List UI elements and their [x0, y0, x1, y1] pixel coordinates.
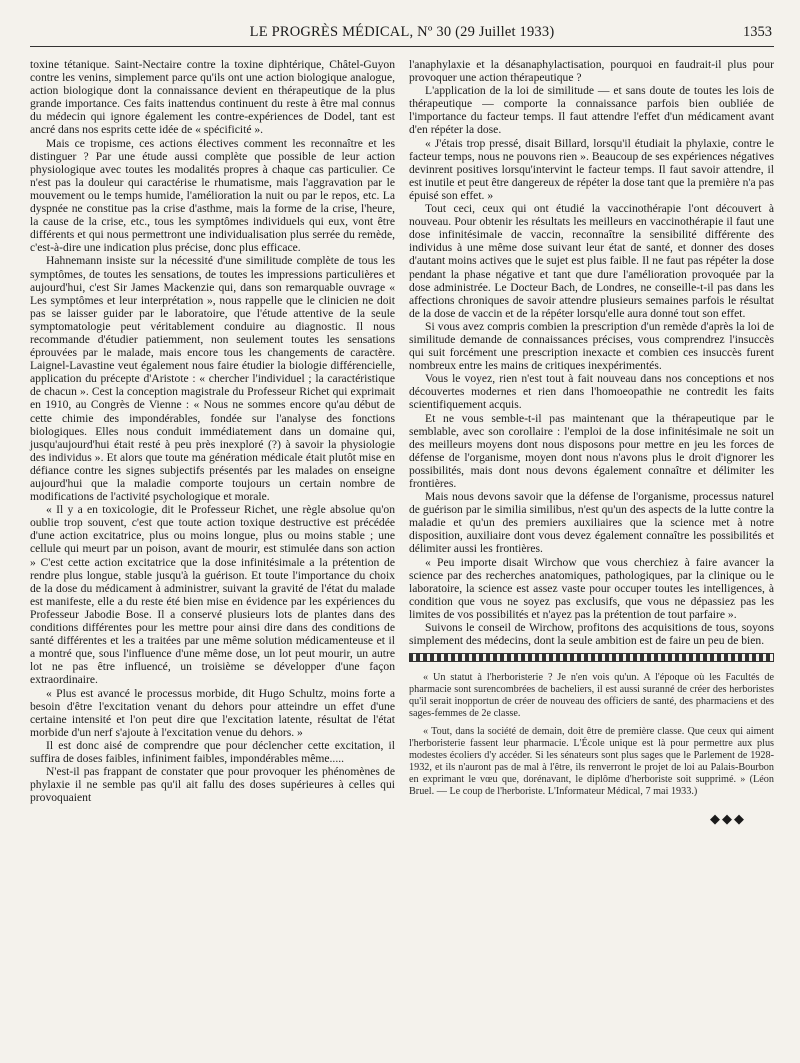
- paragraph: « J'étais trop pressé, disait Billard, lorsqu'il étudiait la phylaxie, contre le facteur temps, nous ne pouvons rien ». Beaucoup de ses expériences négatives devinrent positives lorsqu'intervint le facteur temps. Il faut savoir attendre, il est inutile et peut être dangereux de répéter la dose tant que la première n'a pas épuisé son effet. »: [409, 136, 774, 202]
- paragraph: Suivons le conseil de Wirchow, profitons des acquisitions de tous, soyons simplement des médecins, dont la seule ambition est de faire un peu de bien.: [409, 621, 774, 648]
- paragraph: « Peu importe disait Wirchow que vous cherchiez à faire avancer la science par des recherches anatomiques, pathologiques, par la clinique ou le laboratoire, la science est assez vaste pour occuper toutes les intelligences, à condition que vous ne soyez pas exclusifs, que vous ne dépassiez pas les limites de vos possibilités et n'ayez pas la prétention de tout parfaire ».: [409, 555, 774, 621]
- header-rule: [30, 46, 774, 47]
- page-number: 1353: [743, 24, 772, 40]
- left-column: [30, 58, 395, 825]
- paragraph: L'application de la loi de similitude — et sans doute de toutes les lois de thérapeutique — comporte la connaissance parfois bien oubliée de l'importance du facteur temps. Il faut attendre l'effet d'un médicament avant d'en répéter la dose.: [409, 84, 774, 137]
- paragraph: Mais ce tropisme, ces actions électives comment les reconnaître et les distinguer ? Par une étude aussi complète que possible de leur action physiologique avec toutes les modalités propres à chaque cas particulier. Ce n'est pas la douleur qui caractérise le rhumatisme, mais l'aggravation par le mouvement ou le temps humide, l'amélioration la nuit ou par le repos, etc. La dyspnée ne constitue pas la crise d'asthme, mais la forme de la crise, l'heure, la cause de la crise, etc., tous les symptômes individuels qui eux, vont être différents et qui nous permettront une individualisation plus serrée du remède, c'est-à-dire une indication plus précise, donc plus efficace.: [30, 136, 395, 255]
- paragraph: Tout ceci, ceux qui ont étudié la vaccinothérapie l'ont découvert à nouveau. Pour obtenir les résultats les meilleurs en vaccinothérapie il faut une dose infinitésimale de vaccin, reconnaître la sensibilité différente des individus à une même dose suivant leur état de santé, et donner des doses d'autant moins actives que le sujet est plus faible. Il ne faut pas répéter la dose pendant la phase négative et tant que dure l'amélioration provoquée par la dose administrée. Le Docteur Bach, de Londres, ne conseille-t-il pas dans les affections chroniques de savoir attendre plusieurs semaines parfois le résultat de la dose de vaccin et de la répéter lorsqu'elle aura donné tout son effet.: [409, 202, 774, 320]
- paragraph: Et ne vous semble-t-il pas maintenant que la thérapeutique par le semblable, avec son corollaire : l'emploi de la dose infinitésimale ne soit un des meilleurs moyens dont nous disposons pour mettre en jeu les forces de défense de l'organisme, moyen dont nous n'avons plus le droit d'ignorer les possibilités, mais dont nous devons également connaître et délimiter les frontières.: [409, 411, 774, 490]
- paragraph: Il est donc aisé de comprendre que pour déclencher cette excitation, il suffira de doses faibles, infiniment faibles, impondérables même.....: [30, 738, 395, 765]
- note-paragraph: « Un statut à l'herboristerie ? Je n'en vois qu'un. A l'époque où les Facultés de pharmacie sont surencombrées de bacheliers, il est aussi suranné de créer des herboristes qu'il serait inopportun de créer de nouveau des officiers de santé, des pharmaciens et des sages-femmes de 2e classe.: [409, 672, 774, 720]
- press-notes: [409, 672, 774, 798]
- paragraph: Hahnemann insiste sur la nécessité d'une similitude complète de tous les symptômes, de toutes les sensations, de toutes les impressions particulières et aujourd'hui, c'est Sir James Mackenzie qui, dans son remarquable ouvrage « Les symptômes et leur interprétation », nous rappelle que le clinicien ne doit pas se laisser guider par le laboratoire, que l'étude attentive de la seule symptomatologie peut véritablement conduire au diagnostic. Il nous recommande d'étudier patiemment, non seulement toutes les sensations éprouvées par le malade, mais encore tous les changements de caractère. Laignel-Lavastine veut également nous faire étudier la biologie différencielle, application du précepte d'Aristote : « chercher l'individuel ; la caractéristique de chacun ». Cest la conception magistrale du Professeur Richet qui exprimait en 1910, au Congrès de Vienne : « Nous ne sommes encore qu'au début de cette chimie des impondérables, fondée sur l'analyse des fonctions biologiques. Elles nous conduit immédiatement dans un domaine qui, jusqu'aujourd'hui était resté à peu près inexploré (?) à savoir la physiologie des individus ». Et alors que toute ma génération médicale était plutôt mise en défiance contre les signes subjectifs présentés par les malades on enseigne aujourd'hui que la maladie comporte toujours un certain nombre de modifications de l'activité psychologique et morale.: [30, 254, 395, 504]
- paragraph: Si vous avez compris combien la prescription d'un remède d'après la loi de similitude demande de connaissances précises, vous comprendrez l'insuccès qui suit forcément une prescription inexacte et combien ces insuccès furent nombreux entre les mains de critiques inexpérimentés.: [409, 319, 774, 373]
- two-column-body: [30, 58, 774, 825]
- end-ornament: ◆◆◆: [710, 811, 746, 827]
- ornament-divider: [409, 653, 774, 662]
- paragraph: Mais nous devons savoir que la défense de l'organisme, processus naturel de guérison par le similia similibus, n'est qu'un des aspects de la lutte contre la maladie et qu'un des premiers auxiliaires que la science met à notre disposition, auxiliaire dont vous devez également connaître les possibilités et délimiter aussi les frontières.: [409, 490, 774, 556]
- paragraph: l'anaphylaxie et la désanaphylactisation, pourquoi en faudrait-il plus pour provoquer une action thérapeutique ?: [409, 58, 774, 85]
- right-column: [409, 58, 774, 825]
- paragraph: Vous le voyez, rien n'est tout à fait nouveau dans nos conceptions et nos découvertes modernes et rien dans l'homoeopathie ne contredit les faits scientifiquement acquis.: [409, 372, 774, 412]
- journal-title: LE PROGRÈS MÉDICAL, Nº 30 (29 Juillet 1933): [249, 24, 555, 40]
- running-header: [30, 22, 774, 48]
- paragraph: « Plus est avancé le processus morbide, dit Hugo Schultz, moins forte a besoin d'être l'excitation venant du dehors pour atteindre un effet d'une certaine intensité et l'on peut dire que l'excitation latente, résultat de l'état morbide d'un nerf s'ajoute à l'excitation venue du dehors. »: [30, 686, 395, 739]
- note-paragraph: « Tout, dans la société de demain, doit être de première classe. Que ceux qui aiment l'herboristerie fassent leur pharmacie. L'École unique est là pour permettre aux plus modestes écoliers d'y accéder. Si les sénateurs sont plus sages que le Parlement de 1928-1932, et ils n'auront pas de mal à l'être, ils renverront le projet de loi au Palais-Bourbon en exprimant le vœu que, dorénavant, le diplôme d'herboriste soit supprimé. » (Léon Bruel. — Le coup de l'herboriste. L'Informateur Médical, 7 mai 1933.): [409, 726, 774, 798]
- paragraph: « Il y a en toxicologie, dit le Professeur Richet, une règle absolue qu'on oublie trop souvent, c'est que toute action toxique destructive est précédée d'une action excitatrice, plus ou moins longue, plus ou moins stable ; une cellule qui meurt par un poison, avant de mourir, est stimulée dans son action » C'est cette action excitatrice que la dose infinitésimale a la prétention de rendre plus longue, stable jusqu'à la guérison. Et toute l'importance du choix de la dose du médicament à administrer, suivant la gravité de l'état du malade est manifeste, elle a du reste été bien mise en évidence par les expériences du Professeur Jabodie Bose. Il a conservé plusieurs lots de plantes dans des conditions différentes pour les mettre pour ainsi dire dans des conditions de santé différentes et les a traitées par une même solution médicamenteuse et il a montré que, sous l'influence d'une même dose, un lot peut mourir, un autre lot ne pas être influencé, un troisième se développer d'une façon extraordinaire.: [30, 503, 395, 687]
- paragraph: N'est-il pas frappant de constater que pour provoquer les phénomènes de phylaxie il ne semble pas qu'il ait fallu des doses supérieures à celles qui provoquaient: [30, 765, 395, 805]
- paragraph: toxine tétanique. Saint-Nectaire contre la toxine diphtérique, Châtel-Guyon contre les venins, simplement parce qu'ils ont une action biologique analogue, action biologique dont la connaissance devient en thérapeutique de la plus grande importance. Ces faits inattendus continuent du reste à être mal connus du médecin qui ignore également les contre-expériences de Dodel, tant est ancré dans nos esprits cette idée de « spécificité ».: [30, 58, 395, 137]
